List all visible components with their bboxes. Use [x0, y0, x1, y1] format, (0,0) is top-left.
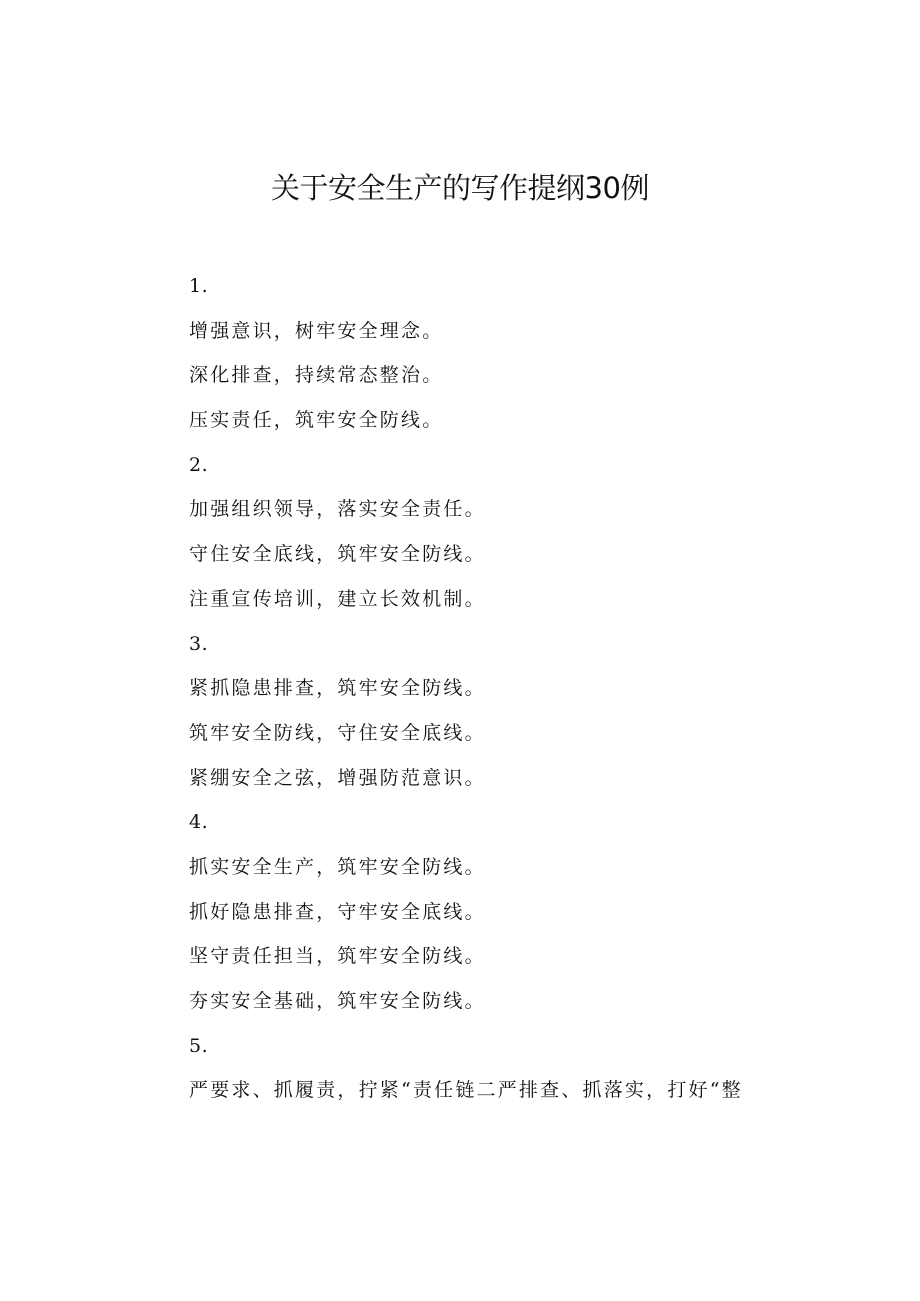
section-number-3: 3.: [189, 632, 209, 655]
section-number-2: 2.: [189, 453, 209, 476]
outline-line: 紧绷安全之弦，增强防范意识。: [189, 766, 486, 789]
outline-line: 严要求、抓履责，拧紧“责任链二严排查、抓落实，打好“整: [189, 1079, 743, 1102]
outline-line: 坚守责任担当，筑牢安全防线。: [189, 945, 486, 968]
outline-line: 加强组织领导，落实安全责任。: [189, 498, 486, 521]
section-number-1: 1.: [189, 275, 209, 297]
outline-line: 注重宣传培训，建立长效机制。: [189, 587, 486, 610]
section-number-5: 5.: [189, 1034, 209, 1057]
document-title: 关于安全生产的写作提纲30例: [271, 171, 649, 205]
outline-line: 夯实安全基础，筑牢安全防线。: [189, 990, 486, 1012]
outline-line: 抓好隐患排查，守牢安全底线。: [189, 900, 486, 923]
outline-line: 压实责任，筑牢安全防线。: [189, 409, 444, 432]
section-number-4: 4.: [189, 811, 209, 834]
document-body: [189, 264, 809, 1113]
outline-line: 深化排查，持续常态整治。: [189, 364, 444, 387]
outline-line: 紧抓隐患排查，筑牢安全防线。: [189, 677, 486, 700]
outline-line: 筑牢安全防线，守住安全底线。: [189, 721, 486, 744]
outline-line: 守住安全底线，筑牢安全防线。: [189, 543, 486, 566]
outline-line: 抓实安全生产，筑牢安全防线。: [189, 855, 486, 878]
outline-line: 增强意识，树牢安全理念。: [189, 319, 444, 342]
